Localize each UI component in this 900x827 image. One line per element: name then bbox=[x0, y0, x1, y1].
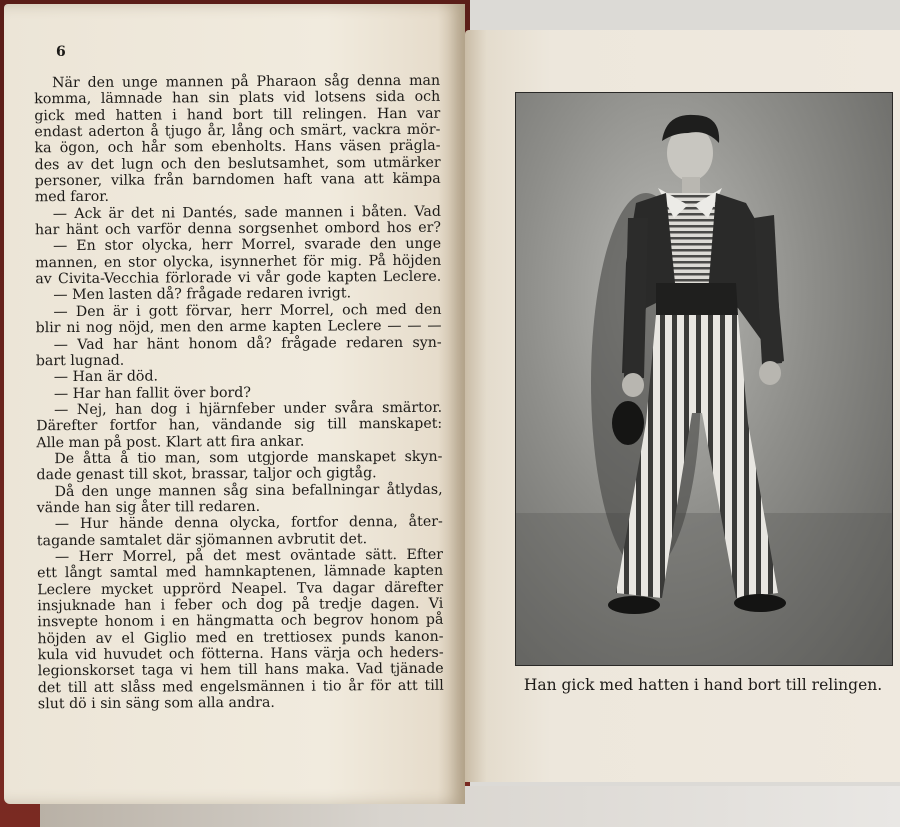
text-line: Då den unge mannen såg sina befallningar åtlydas, bbox=[54, 481, 443, 500]
text-line: insvepte honom i en hängmatta och begrov honom på bbox=[37, 612, 444, 631]
text-line: av Civita-Vecchia förlorade vi vår gode kapten Leclere. bbox=[35, 268, 442, 288]
text-line: personer, vilka från barndomen haft vana att kämpa bbox=[34, 170, 441, 190]
text-line: komma, lämnade han sin plats vid lotsens sida och bbox=[34, 89, 441, 108]
illustration-caption: Han gick med hatten i hand bort till relingen. bbox=[523, 676, 883, 694]
text-line: blir ni nog nöjd, men den arme kapten Leclere — — — bbox=[35, 317, 442, 337]
text-line: Alle man på post. Klart att fira ankar. bbox=[36, 433, 305, 451]
text-line: slut dö i sin säng som alla andra. bbox=[37, 694, 275, 713]
page-number: 6 bbox=[56, 44, 66, 60]
text-line: kula vid huvudet och fötterna. Hans värja och heders- bbox=[37, 644, 444, 664]
text-line: mannen, en stor olycka, isynnerhet för mig. På höjden bbox=[35, 252, 442, 272]
text-line: legionskorset taga vi hem till hans maka. Vad tjänade bbox=[37, 661, 444, 680]
text-line: bart lugnad. bbox=[35, 352, 125, 370]
text-line: ett långt samtal med hamnkaptenen, lämnade kapten bbox=[37, 563, 444, 582]
text-line: tagande samtalet där sjömannen avbrutit det. bbox=[36, 530, 368, 549]
text-line: — Nej, han dog i hjärnfeber under svåra smärtor. bbox=[54, 399, 443, 419]
sailor-figure-illustration bbox=[516, 93, 892, 665]
text-line: — En stor olycka, herr Morrel, svarade den unge bbox=[53, 236, 442, 255]
text-line: gick med hatten i hand bort till relingen. Han var bbox=[34, 105, 441, 124]
text-line: insjuknade han i feber och dog på tredje dagen. Vi bbox=[37, 595, 444, 615]
text-line: Därefter fortfor han, vändande sig till manskapet: bbox=[36, 415, 443, 435]
text-line: Leclere mycket upprörd Neapel. Tva dagar därefter bbox=[37, 579, 444, 598]
text-line: det till att slåss med engelsmännen i tio år för att till bbox=[37, 677, 444, 696]
text-line: — Vad har hänt honom då? frågade redaren syn- bbox=[53, 334, 442, 353]
body-text bbox=[34, 73, 444, 713]
text-line: dade genast till skot, brassar, taljor och gigtåg. bbox=[36, 465, 377, 484]
text-line: — Men lasten då? frågade redaren ivrigt. bbox=[53, 285, 352, 304]
text-line: höjden av el Giglio med en trettiosex punds kanon- bbox=[37, 628, 444, 647]
text-line: De åtta å tio man, som utgjorde manskapet skyn- bbox=[54, 448, 443, 468]
text-line: endast aderton å tjugo år, lång och smärt, vackra mör- bbox=[34, 121, 441, 141]
text-line: — Han är död. bbox=[53, 368, 159, 386]
text-line: ka ögon, och hår som ebenholts. Hans väsen prägla- bbox=[34, 138, 441, 157]
text-line: — Har han fallit över bord? bbox=[53, 384, 251, 402]
text-line: — Herr Morrel, på det mest oväntade sätt. Efter bbox=[54, 546, 444, 566]
text-line: med faror. bbox=[34, 189, 110, 206]
text-line: — Den är i gott förvar, herr Morrel, och med den bbox=[53, 301, 442, 320]
text-line: När den unge mannen på Pharaon såg denna man bbox=[52, 72, 441, 92]
text-line: des av det lugn och den beslutsamhet, som utmärker bbox=[34, 154, 441, 173]
text-line: har hänt och varför denna sorgsenhet ombord hos er? bbox=[34, 219, 442, 239]
illustration-photo bbox=[515, 92, 893, 666]
text-line: — Hur hände denna olycka, fortfor denna, åter- bbox=[54, 514, 443, 533]
text-line: vände han sig åter till redaren. bbox=[36, 498, 261, 517]
text-line: — Ack är det ni Dantés, sade mannen i båten. Vad bbox=[52, 203, 441, 222]
